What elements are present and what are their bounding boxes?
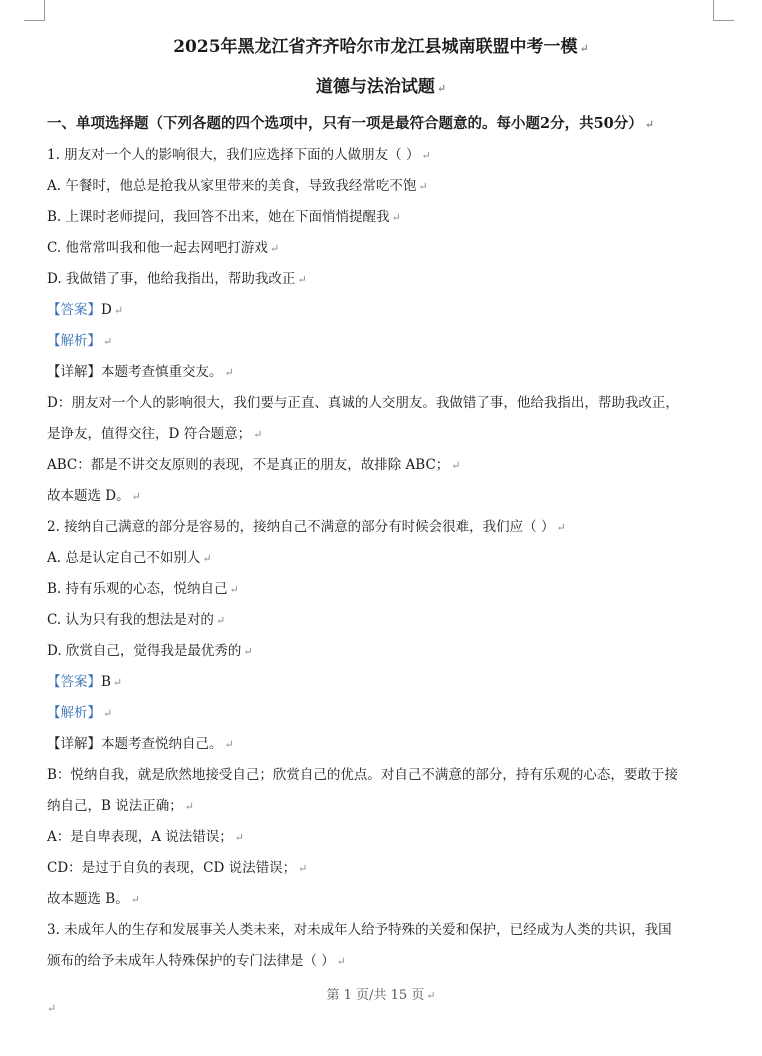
paragraph-mark-icon: ↵ — [243, 645, 253, 658]
paragraph-mark-icon: ↵ — [234, 831, 245, 844]
q3-stem-line-2: 颁布的给予未成年人特殊保护的专门法律是（ ） ↵ — [47, 953, 347, 969]
q2-stem: 2. 接纳自己满意的部分是容易的，接纳自己不满意的部分有时候会很难，我们应（ ） ↵ — [47, 519, 566, 535]
paragraph-mark-icon: ↵ — [184, 800, 194, 813]
paragraph-mark-icon: ↵ — [202, 552, 212, 565]
paragraph-mark-icon: ↵ — [644, 118, 654, 131]
paragraph-mark-icon: ↵ — [103, 707, 113, 720]
paragraph-mark-icon: ↵ — [131, 490, 141, 503]
q1-option-c: C. 他常常叫我和他一起去网吧打游戏 ↵ — [47, 240, 280, 256]
q2-explanation-3: A：是自卑表现，A 说法错误； ↵ — [47, 829, 245, 845]
paragraph-mark-icon: ↵ — [421, 149, 431, 162]
q2-conclusion: 故本题选 B。 ↵ — [47, 891, 140, 907]
paragraph-mark-icon: ↵ — [113, 304, 124, 317]
paragraph-mark-icon: ↵ — [47, 1002, 57, 1015]
detail-tag: 【详解】 — [47, 736, 101, 752]
paragraph-mark-icon: ↵ — [298, 862, 308, 875]
q1-answer — [47, 295, 715, 326]
q1-explanation-2: 是诤友，值得交往，D 符合题意； ↵ — [47, 426, 263, 442]
section-header-text: 一、单项选择题（下列各题的四个选项中，只有一项是最符合题意的。每小题2分，共50分） — [47, 115, 643, 132]
q2-option-b: B. 持有乐观的心态，悦纳自己 ↵ — [47, 581, 239, 597]
q1-option-a: A. 午餐时，他总是抢我从家里带来的美食，导致我经常吃不饱 ↵ — [47, 178, 428, 194]
paragraph-mark-icon: ↵ — [426, 989, 436, 1002]
q1-detail: 【详解】本题考查慎重交友。 ↵ — [47, 364, 234, 380]
paragraph-mark-icon: ↵ — [269, 242, 280, 255]
q2-answer — [47, 667, 715, 698]
paragraph-mark-icon: ↵ — [215, 614, 226, 627]
paragraph-mark-icon: ↵ — [451, 459, 461, 472]
q2-option-c: C. 认为只有我的想法是对的 ↵ — [47, 612, 226, 628]
paragraph-mark-icon: ↵ — [253, 428, 263, 441]
paragraph-mark-icon: ↵ — [224, 366, 234, 379]
document-subtitle — [47, 70, 715, 106]
crop-mark-top-left — [24, 0, 45, 21]
q1-analysis — [47, 326, 715, 357]
paragraph-mark-icon: ↵ — [112, 676, 123, 689]
q1-explanation-1: D：朋友对一个人的影响很大，我们要与正直、真诚的人交朋友。我做错了事，他给我指出，帮助我改正， — [47, 395, 679, 411]
crop-mark-top-right — [713, 0, 734, 21]
analysis-tag: 【解析】 — [47, 333, 101, 349]
paragraph-mark-icon: ↵ — [556, 521, 566, 534]
paragraph-mark-icon: ↵ — [224, 738, 234, 751]
document-title — [47, 30, 715, 66]
paragraph-mark-icon: ↵ — [336, 955, 347, 968]
paragraph-mark-icon: ↵ — [436, 82, 447, 95]
page-number: 第 1 页/共 15 页 — [326, 988, 425, 1003]
answer-tag: 【答案】 — [47, 302, 101, 318]
answer-value: B — [101, 674, 111, 690]
paragraph-mark-icon: ↵ — [418, 180, 428, 193]
q2-explanation-2: 纳自己，B 说法正确； ↵ — [47, 798, 194, 814]
analysis-tag: 【解析】 — [47, 705, 101, 721]
q2-option-d: D. 欣赏自己，觉得我是最优秀的 ↵ — [47, 643, 253, 659]
q2-explanation-1: B：悦纳自我，就是欣然地接受自己；欣赏自己的优点。对自己不满意的部分，持有乐观的心态，要敢于接 — [47, 767, 678, 783]
q1-stem: 1. 朋友对一个人的影响很大，我们应选择下面的人做朋友（ ） ↵ — [47, 147, 431, 163]
paragraph-mark-icon: ↵ — [130, 893, 140, 906]
paragraph-mark-icon: ↵ — [579, 42, 589, 55]
q2-analysis — [47, 698, 715, 729]
detail-tag: 【详解】 — [47, 364, 101, 380]
paragraph-mark-icon: ↵ — [103, 335, 113, 348]
page-footer — [0, 984, 762, 1003]
q1-conclusion: 故本题选 D。 ↵ — [47, 488, 141, 504]
title-text: 2025年黑龙江省齐齐哈尔市龙江县城南联盟中考一模 — [173, 37, 578, 57]
subtitle-text: 道德与法治试题 — [315, 77, 435, 97]
section-header — [47, 108, 715, 140]
q1-option-d: D. 我做错了事，他给我指出，帮助我改正 ↵ — [47, 271, 307, 287]
q2-detail: 【详解】本题考查悦纳自己。 ↵ — [47, 736, 234, 752]
document-page — [47, 30, 715, 977]
q2-option-a: A. 总是认定自己不如别人 ↵ — [47, 550, 212, 566]
paragraph-mark-icon: ↵ — [391, 211, 401, 224]
q1-option-b: B. 上课时老师提问，我回答不出来，她在下面悄悄提醒我 ↵ — [47, 209, 401, 225]
q3-stem-line-1: 3. 未成年人的生存和发展事关人类未来，对未成年人给予特殊的关爱和保护，已经成为人类的共识，我国 — [47, 922, 672, 938]
q1-explanation-3: ABC：都是不讲交友原则的表现，不是真正的朋友，故排除 ABC； ↵ — [47, 457, 461, 473]
answer-value: D — [101, 302, 112, 318]
answer-tag: 【答案】 — [47, 674, 101, 690]
paragraph-mark-icon: ↵ — [229, 583, 239, 596]
paragraph-mark-icon: ↵ — [297, 273, 307, 286]
q2-explanation-4: CD：是过于自负的表现，CD 说法错误； ↵ — [47, 860, 308, 876]
